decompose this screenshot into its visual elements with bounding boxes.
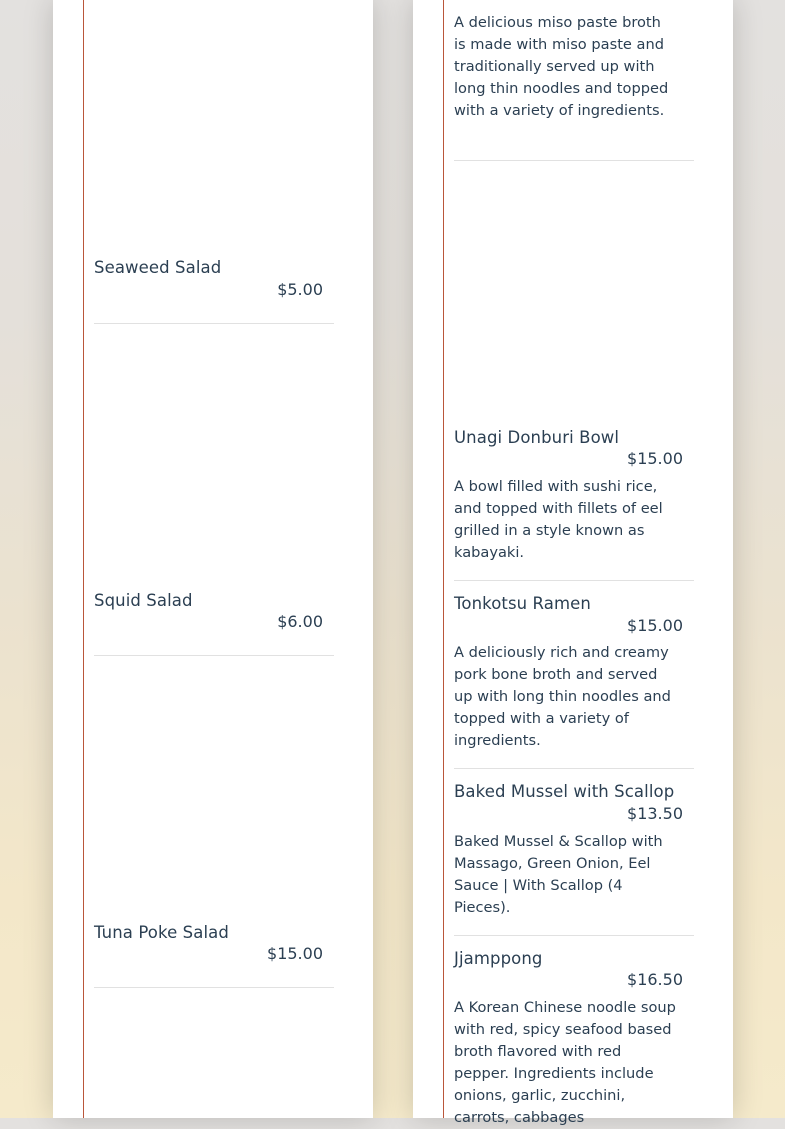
menu-item-name: Baked Mussel with Scallop bbox=[454, 782, 675, 801]
item-divider bbox=[94, 655, 334, 656]
menu-item-description: A Korean Chinese noodle soup with red, spicy seafood based broth flavored with red pepper. Ingredients include onions, garlic, zucchini, carrots, cabbages bbox=[454, 999, 676, 1126]
item-divider bbox=[454, 935, 694, 936]
menu-item-price: $6.00 bbox=[277, 612, 323, 631]
menu-column-right bbox=[413, 0, 733, 1126]
item-divider bbox=[94, 323, 334, 324]
menu-item-price: $15.00 bbox=[627, 449, 683, 468]
menu-item-price: $5.00 bbox=[277, 280, 323, 299]
menu-item-name: Squid Salad bbox=[94, 591, 193, 610]
item-divider bbox=[454, 580, 694, 581]
menu-item-description: Baked Mussel & Scallop with Massago, Green Onion, Eel Sauce | With Scallop (4 Pieces). bbox=[454, 833, 663, 916]
menu-item-description: A deliciously rich and creamy pork bone broth and served up with long thin noodles and topped with a variety of ingredients. bbox=[454, 644, 671, 749]
accent-rule bbox=[443, 0, 444, 1118]
menu-item-name: Tuna Poke Salad bbox=[94, 923, 229, 942]
menu-item-price: $15.00 bbox=[267, 944, 323, 963]
menu-item-description: A delicious miso paste broth is made with miso paste and traditionally served up with long thin noodles and topped with a variety of ingredients. bbox=[454, 14, 669, 119]
accent-rule bbox=[83, 0, 84, 1118]
menu-item-price: $13.50 bbox=[627, 804, 683, 823]
menu-item-price: $16.50 bbox=[627, 970, 683, 989]
menu-item-name: Seaweed Salad bbox=[94, 258, 222, 277]
menu-item-price: $15.00 bbox=[627, 616, 683, 635]
menu-item-name: Unagi Donburi Bowl bbox=[454, 428, 620, 447]
menu-item-name: Tonkotsu Ramen bbox=[454, 594, 591, 613]
menu-item-name: Jjamppong bbox=[454, 949, 543, 968]
menu-column-left bbox=[53, 0, 373, 1118]
menu-item-description: A bowl filled with sushi rice, and topped with fillets of eel grilled in a style known as kabayaki. bbox=[454, 478, 663, 561]
item-divider bbox=[454, 160, 694, 161]
item-divider bbox=[94, 987, 334, 988]
item-divider bbox=[454, 768, 694, 769]
